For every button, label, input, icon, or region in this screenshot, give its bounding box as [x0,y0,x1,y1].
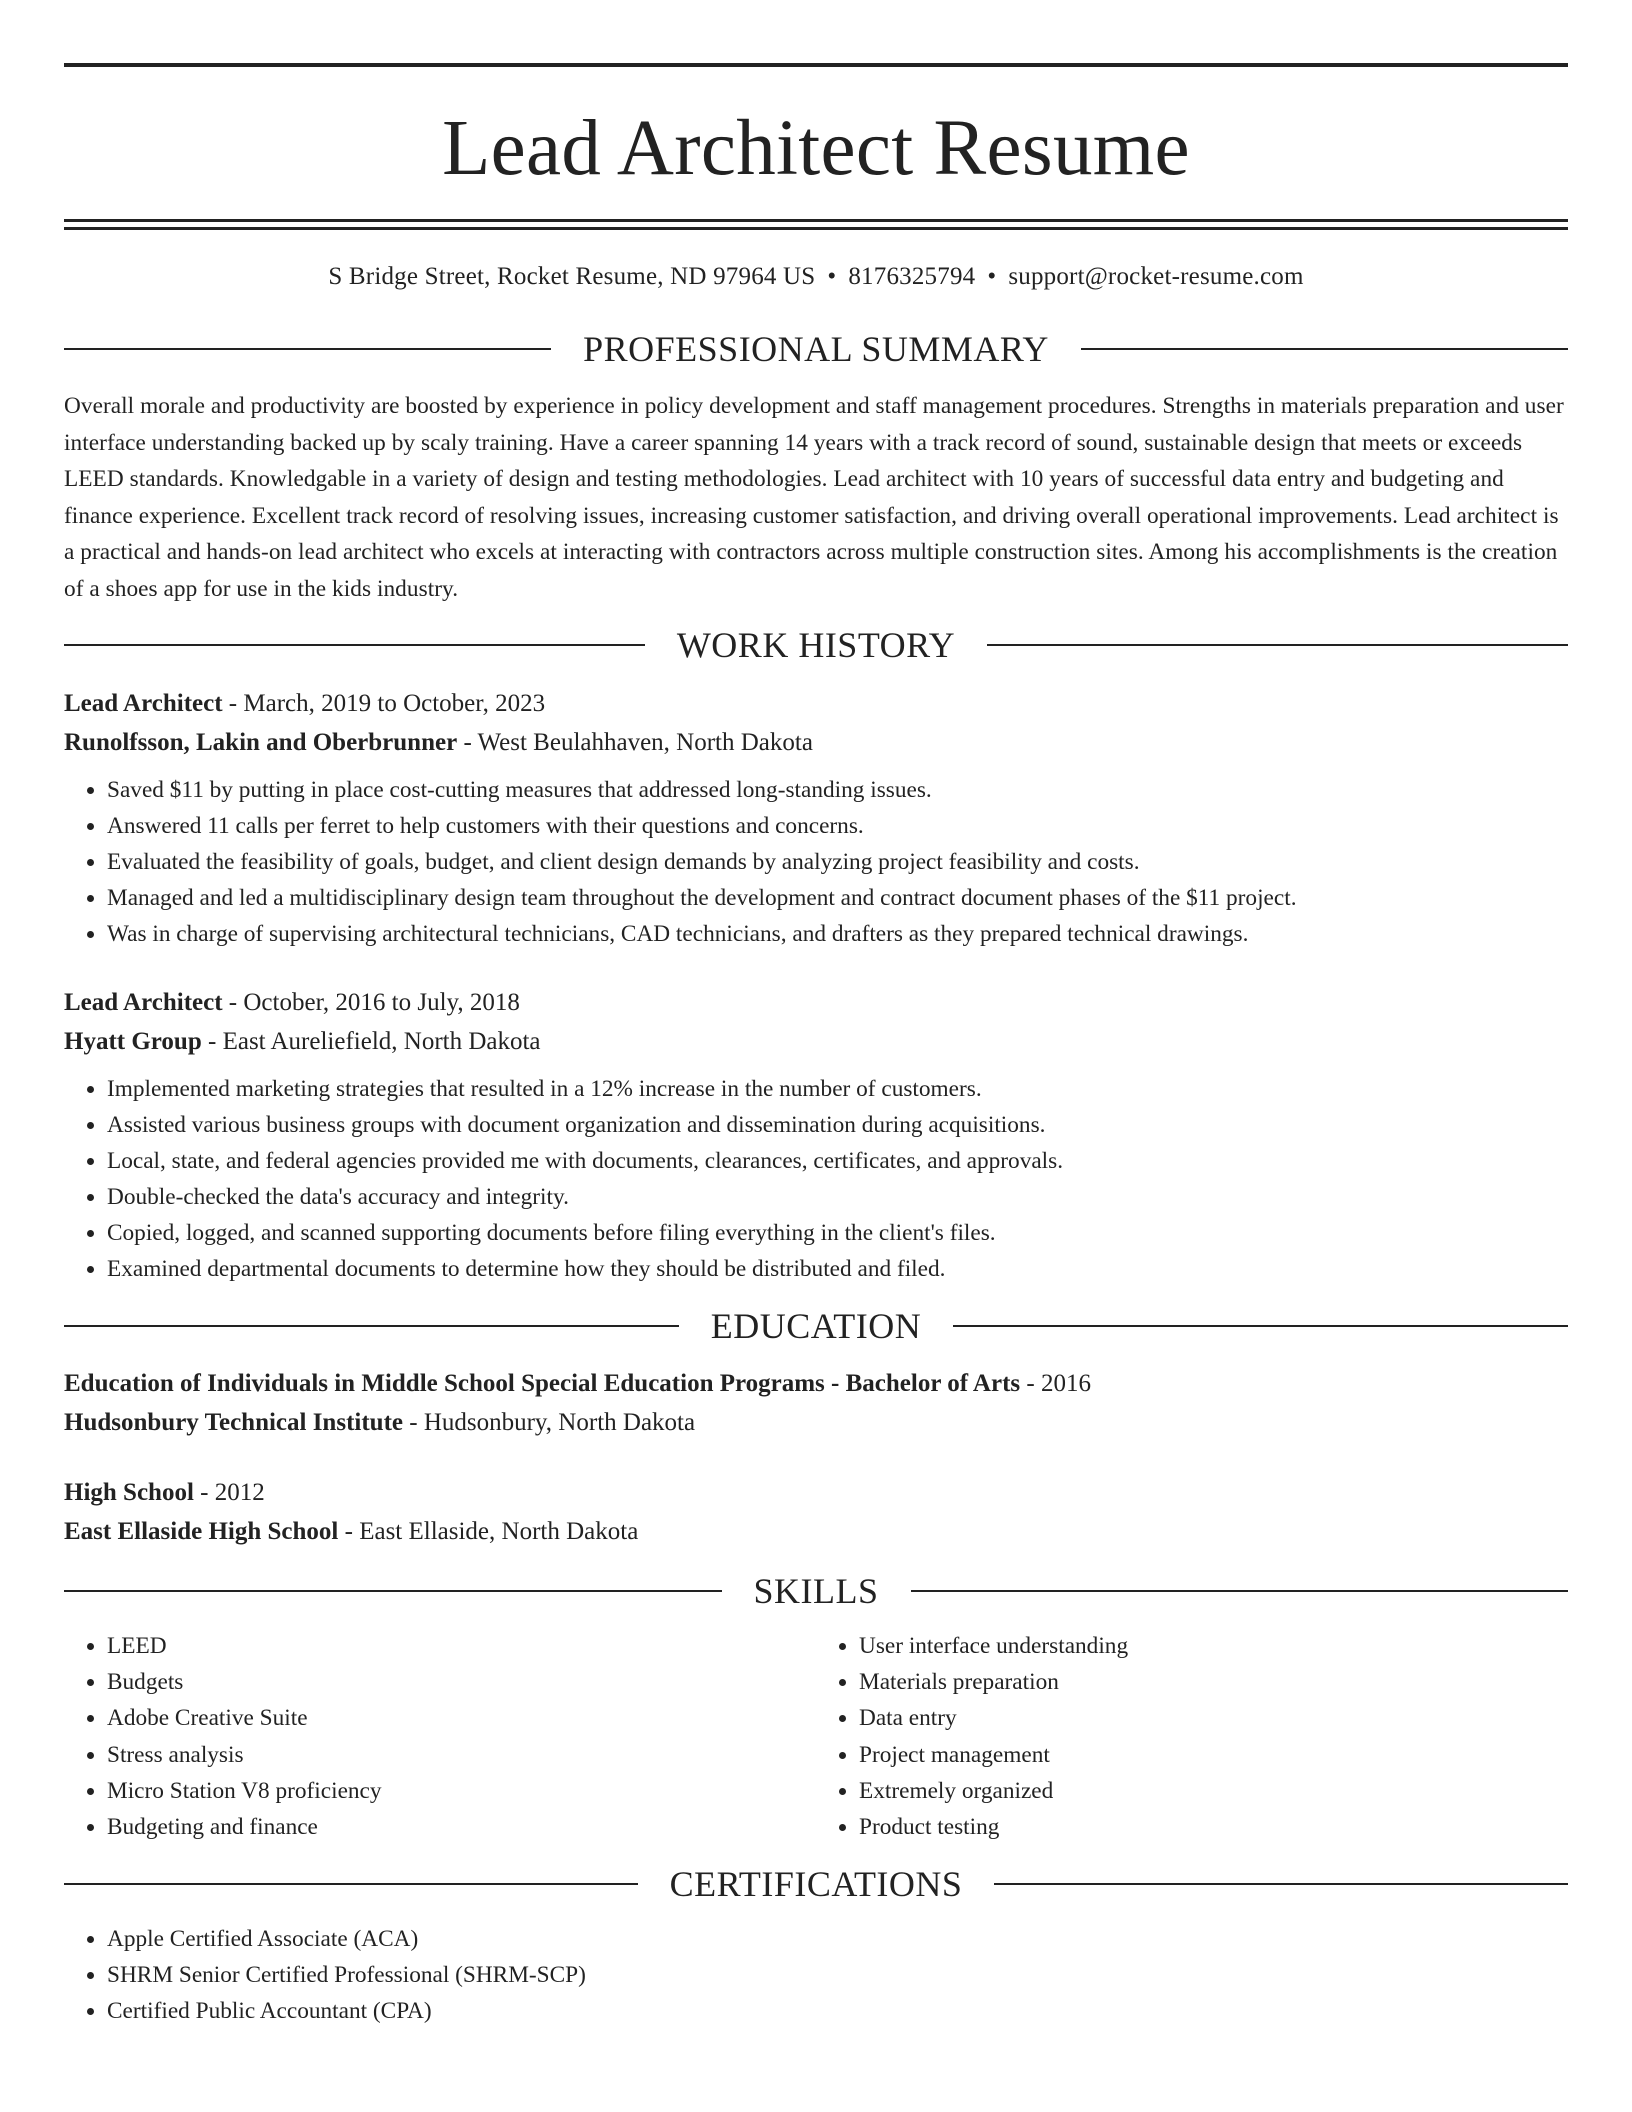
job-company: Hyatt Group [64,1028,202,1055]
list-item: • Local, state, and federal agencies provided me with documents, clearances, certificates, and approvals. [107,1143,1568,1179]
skill-item: • Stress analysis [107,1737,816,1773]
job-bullets [64,772,1568,952]
divider [987,644,1568,646]
skill-item: • Project management [859,1737,1568,1773]
list-item: • Managed and led a multidisciplinary design team throughout the development and contract document phases of the $11 project. [107,880,1568,916]
contact-email: support@rocket-resume.com [1008,263,1304,290]
certification-item: • Certified Public Accountant (CPA) [107,1993,1568,2029]
divider [64,348,551,350]
skill-item: • Materials preparation [859,1664,1568,1700]
education-entry [64,1364,1568,1442]
list-item: • Double-checked the data's accuracy and integrity. [107,1179,1568,1215]
section-heading-work-history [64,618,1568,672]
education-school-line [64,1512,1568,1551]
skills-list-right [816,1628,1568,1845]
education-degree: High School [64,1479,194,1506]
job-location: - West Beulahhaven, North Dakota [457,729,813,756]
summary-text: Overall morale and productivity are boosted by experience in policy development and staff management procedures. Strengths in materials preparation and user interface understanding backed up by scaly training. Have a career spanning 14 years with a track record of sound, sustainable design that meets or exceeds LEED standards. Knowledgable in a variety of design and testing methodologies. Lead architect with 10 years of successful data entry and budgeting and finance experience. Excellent track record of resolving issues, increasing customer satisfaction, and driving overall operational improvements. Lead architect is a practical and hands-on lead architect who excels at interacting with contractors across multiple construction sites. Among his accomplishments is the creation of a shoes app for use in the kids industry. [64,393,1564,602]
education-location: - East Ellaside, North Dakota [338,1518,639,1545]
section-title: CERTIFICATIONS [669,1864,963,1905]
job-title: Lead Architect [64,690,223,717]
job-entry [64,983,1568,1287]
contact-line [64,262,1568,292]
education-entry [64,1473,1568,1551]
list-item: • Was in charge of supervising architectural technicians, CAD technicians, and drafters as they prepared technical drawings. [107,916,1568,952]
skill-item: • Adobe Creative Suite [107,1700,816,1736]
job-company-line [64,723,1568,762]
divider [1081,348,1568,350]
divider [953,1325,1568,1327]
skill-item: • LEED [107,1628,816,1664]
skill-item: • Budgeting and finance [107,1809,816,1845]
section-heading-skills [64,1564,1568,1618]
section-title: SKILLS [753,1571,879,1611]
skill-item: • Budgets [107,1664,816,1700]
section-title: EDUCATION [710,1306,922,1346]
education-year: - 2016 [1020,1370,1091,1397]
divider [64,1883,638,1885]
list-item: • Assisted various business groups with document organization and dissemination during acquisitions. [107,1107,1568,1143]
job-company-line [64,1022,1568,1061]
contact-phone: 8176325794 [848,263,976,290]
divider [64,644,645,646]
list-item: • Examined departmental documents to determine how they should be distributed and filed. [107,1251,1568,1287]
list-item: • Evaluated the feasibility of goals, budget, and client design demands by analyzing project feasibility and costs. [107,844,1568,880]
list-item: • Answered 11 calls per ferret to help customers with their questions and concerns. [107,808,1568,844]
section-title: PROFESSIONAL SUMMARY [583,329,1049,369]
education-school-line [64,1403,1568,1442]
job-location: - East Aureliefield, North Dakota [201,1028,541,1055]
list-item: • Copied, logged, and scanned supporting documents before filing everything in the client's files. [107,1215,1568,1251]
title-double-rule [64,219,1568,230]
contact-separator: • [827,263,837,290]
divider [64,1590,722,1592]
skill-item: • Extremely organized [859,1773,1568,1809]
contact-separator: • [987,263,997,290]
education-school: East Ellaside High School [64,1518,339,1545]
skill-item: • Product testing [859,1809,1568,1845]
divider [911,1590,1569,1592]
certification-item: • SHRM Senior Certified Professional (SHRM-SCP) [107,1957,1568,1993]
skill-item: • Data entry [859,1700,1568,1736]
job-dates: - October, 2016 to July, 2018 [222,989,520,1016]
list-item: • Implemented marketing strategies that resulted in a 12% increase in the number of customers. [107,1071,1568,1107]
skills-list-left [64,1628,816,1845]
skill-item: • Micro Station V8 proficiency [107,1773,816,1809]
job-title-line [64,983,1568,1022]
skills-columns [64,1628,1568,1845]
section-heading-education [64,1299,1568,1353]
contact-address: S Bridge Street, Rocket Resume, ND 97964 US [328,263,816,290]
divider [994,1883,1568,1885]
education-year: - 2012 [193,1479,265,1506]
job-title: Lead Architect [64,989,223,1016]
resume-title: Lead Architect Resume [442,105,1190,192]
education-degree-line [64,1364,1568,1403]
list-item: • Saved $11 by putting in place cost-cutting measures that addressed long-standing issues. [107,772,1568,808]
top-rule [64,63,1568,67]
job-entry [64,684,1568,952]
certification-item: • Apple Certified Associate (ACA) [107,1921,1568,1957]
education-degree-line [64,1473,1568,1512]
divider [64,1325,679,1327]
job-bullets [64,1071,1568,1287]
education-degree: Education of Individuals in Middle School Special Education Programs - Bachelor of Arts [64,1370,1021,1397]
skill-item: • User interface understanding [859,1628,1568,1664]
job-dates: - March, 2019 to October, 2023 [222,690,546,717]
education-school: Hudsonbury Technical Institute [64,1409,403,1436]
job-title-line [64,684,1568,723]
job-company: Runolfsson, Lakin and Oberbrunner [64,729,458,756]
section-title: WORK HISTORY [676,625,956,665]
section-heading-summary [64,322,1568,376]
certifications-list [64,1921,1568,2029]
education-location: - Hudsonbury, North Dakota [403,1409,696,1436]
section-heading-certifications [64,1857,1568,1911]
resume-content [64,0,1568,2029]
